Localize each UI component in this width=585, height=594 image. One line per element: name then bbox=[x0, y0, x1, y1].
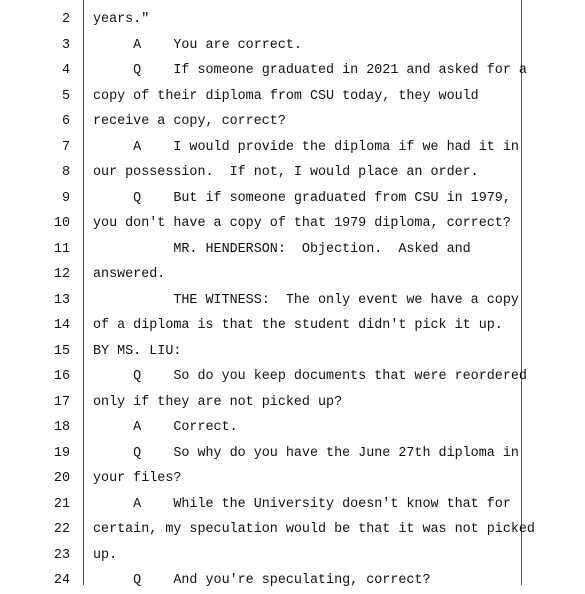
line-number: 21 bbox=[53, 496, 70, 512]
line-number: 19 bbox=[53, 445, 70, 461]
line-number: 22 bbox=[53, 522, 70, 537]
transcript-line bbox=[0, 339, 585, 365]
line-number: 5 bbox=[61, 88, 70, 104]
transcript-line bbox=[0, 186, 585, 212]
line-number: 24 bbox=[53, 573, 70, 588]
line-text: A While the University doesn't know that for bbox=[93, 496, 511, 512]
line-text: Q If someone graduated in 2021 and asked for a bbox=[93, 63, 527, 78]
transcript-line bbox=[0, 543, 585, 569]
line-text: Q And you're speculating, correct? bbox=[93, 573, 431, 588]
line-number: 9 bbox=[61, 190, 70, 206]
line-text: answered. bbox=[93, 267, 166, 282]
line-text: Q So why do you have the June 27th diploma in bbox=[93, 445, 519, 461]
transcript-line bbox=[0, 58, 585, 84]
transcript-line bbox=[0, 466, 585, 492]
line-text: BY MS. LIU: bbox=[93, 343, 182, 359]
line-text: of a diploma is that the student didn't pick it up. bbox=[93, 318, 503, 333]
line-text: THE WITNESS: The only event we have a copy bbox=[93, 292, 519, 308]
line-number: 15 bbox=[53, 343, 70, 359]
line-text: years." bbox=[93, 12, 150, 27]
line-text: MR. HENDERSON: Objection. Asked and bbox=[93, 241, 471, 257]
transcript-line bbox=[0, 7, 585, 33]
line-text: your files? bbox=[93, 471, 182, 486]
transcript-line bbox=[0, 160, 585, 186]
line-number: 10 bbox=[53, 216, 70, 231]
line-text: our possession. If not, I would place an order. bbox=[93, 165, 479, 180]
transcript-line bbox=[0, 568, 585, 594]
transcript-line bbox=[0, 237, 585, 263]
transcript-line bbox=[0, 517, 585, 543]
line-text: A I would provide the diploma if we had it in bbox=[93, 139, 519, 155]
line-number: 17 bbox=[53, 394, 70, 410]
line-text: you don't have a copy of that 1979 diploma, correct? bbox=[93, 216, 511, 231]
line-text: A Correct. bbox=[93, 420, 238, 435]
line-number: 13 bbox=[53, 292, 70, 308]
line-text: up. bbox=[93, 547, 118, 563]
line-text: only if they are not picked up? bbox=[93, 394, 343, 410]
transcript-line bbox=[0, 135, 585, 161]
line-number: 23 bbox=[53, 547, 70, 563]
transcript-line bbox=[0, 492, 585, 518]
line-text: A You are correct. bbox=[93, 37, 302, 53]
transcript-line bbox=[0, 211, 585, 237]
line-number: 7 bbox=[61, 139, 70, 155]
line-number: 3 bbox=[61, 37, 70, 53]
line-text: certain, my speculation would be that it was not picked bbox=[93, 522, 535, 537]
line-number: 4 bbox=[61, 63, 70, 78]
line-number: 8 bbox=[61, 165, 70, 180]
line-number: 6 bbox=[61, 114, 70, 129]
transcript-line bbox=[0, 364, 585, 390]
transcript-line bbox=[0, 390, 585, 416]
transcript-line bbox=[0, 33, 585, 59]
transcript-line bbox=[0, 288, 585, 314]
transcript-line bbox=[0, 84, 585, 110]
line-number: 11 bbox=[53, 241, 70, 257]
line-number: 18 bbox=[53, 420, 70, 435]
line-number: 2 bbox=[61, 12, 70, 27]
line-number: 12 bbox=[53, 267, 70, 282]
line-text: Q But if someone graduated from CSU in 1979, bbox=[93, 190, 511, 206]
line-number: 20 bbox=[53, 471, 70, 486]
line-text: receive a copy, correct? bbox=[93, 114, 286, 129]
line-text: Q So do you keep documents that were reordered bbox=[93, 369, 527, 384]
line-number: 14 bbox=[53, 318, 70, 333]
line-number: 16 bbox=[53, 369, 70, 384]
transcript-line bbox=[0, 415, 585, 441]
transcript-line bbox=[0, 109, 585, 135]
transcript-line bbox=[0, 262, 585, 288]
transcript-line bbox=[0, 313, 585, 339]
transcript-line bbox=[0, 441, 585, 467]
line-text: copy of their diploma from CSU today, they would bbox=[93, 88, 479, 104]
transcript-lines bbox=[0, 7, 585, 594]
